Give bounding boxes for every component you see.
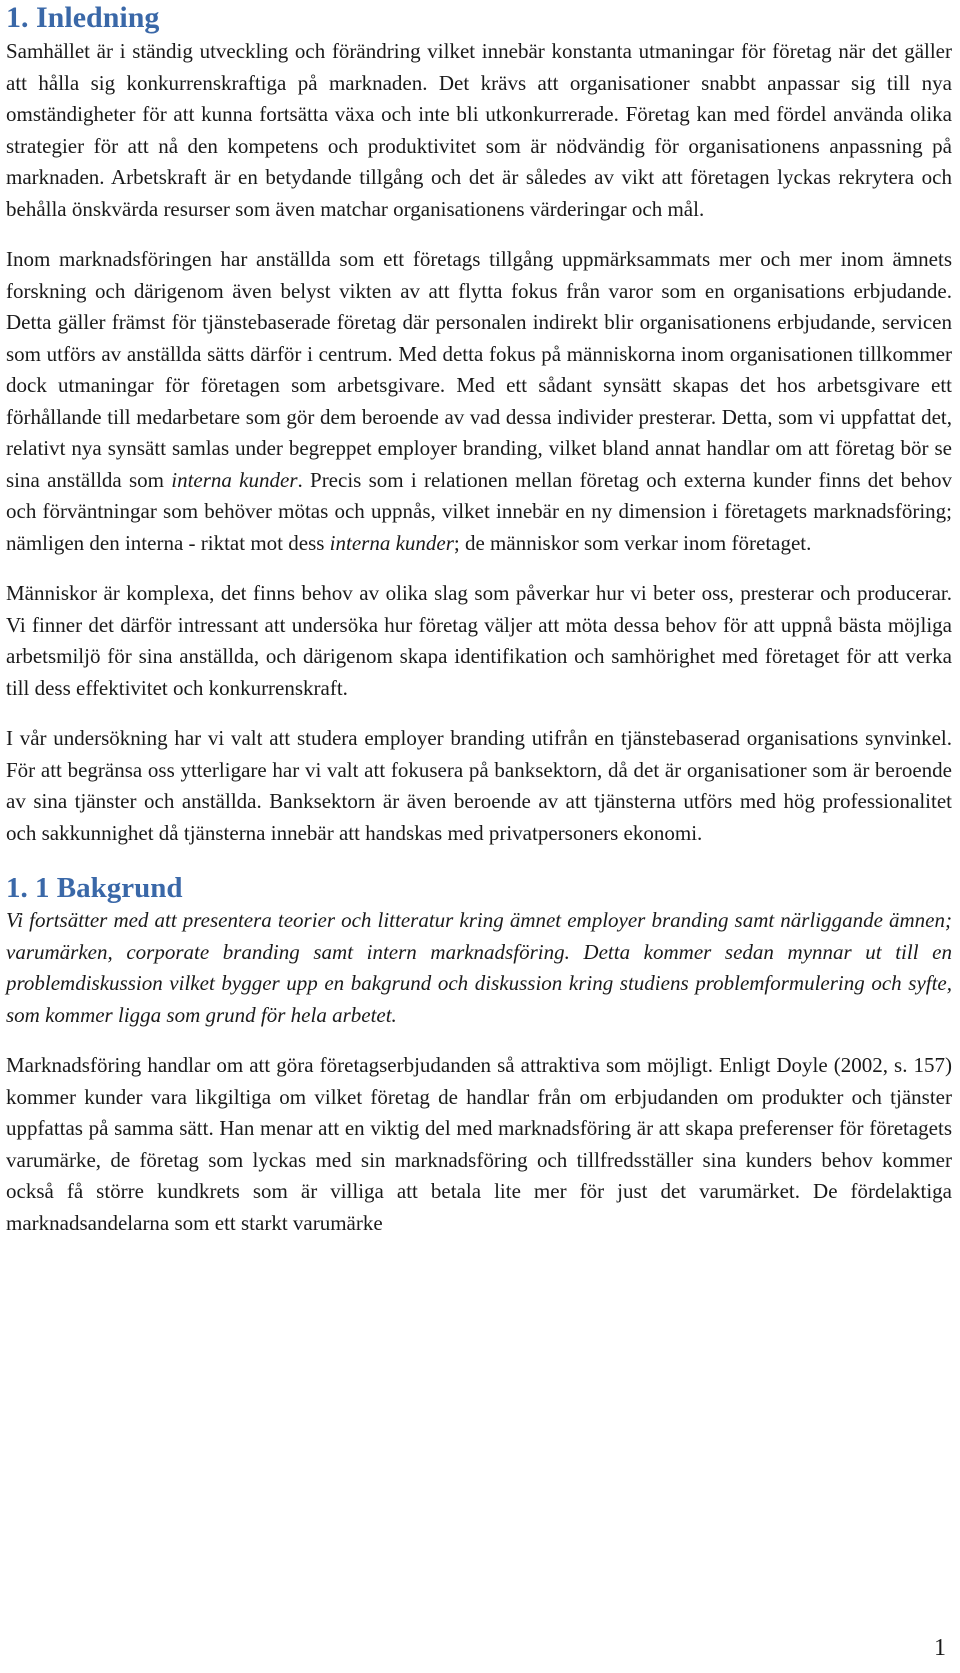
- paragraph-text: . Precis som i relationen mellan företag och externa kunder finns det behov och förväntningar som behöver mötas och uppnås, vilket innebär en ny dimension i företagets marknadsföring; nämligen den interna - riktat mot dess: [6, 467, 952, 555]
- background-paragraph: Marknadsföring handlar om att göra företagserbjudanden så attraktiva som möjligt. Enligt Doyle (2002, s. 157) kommer kunder vara likgiltiga om vilket företag de handlar från om erbjudanden om produkter och tjänster uppfattas på samma sätt. Han menar att en viktig del med marknadsföring är att skapa preferenser för företagets varumärke, de företag som lyckas med sin marknadsföring och tillfredsställer sina kunders behov kommer också få större kundkrets som är villiga att betala lite mer för just det varumärket. De fördelaktiga marknadsandelarna som ett starkt varumärke: [6, 1053, 952, 1235]
- intro-paragraph-3: Människor är komplexa, det finns behov av olika slag som påverkar hur vi beter oss, presterar och producerar. Vi finner det därför intressant att undersöka hur företag väljer att möta dessa behov för att uppnå bästa möjliga arbetsmiljö för sina anställda, och därigenom skapa identifikation och samhörighet med företaget för att verka till dess effektivitet och konkurrenskraft.: [6, 581, 952, 700]
- document-page: [6, 0, 952, 1239]
- paragraph-text: Inom marknadsföringen har anställda som ett företags tillgång uppmärksammats mer och mer inom ämnets forskning och därigenom även belyst vikten av att flytta fokus från varor som en organisations erbjudande. Detta gäller främst för tjänstebaserade företag där personalen indirekt blir organisationens erbjudande, servicen som utförs av anställda sätts därför i centrum. Med detta fokus på människorna inom organisationen tillkommer dock utmaningar för företagen som arbetsgivare. Med ett sådant synsätt skapas det hos arbetsgivare ett förhållande till medarbetare som gör dem beroende av vad dessa individer presterar. Detta, som vi uppfattat det, relativt nya synsätt samlas under begreppet employer branding, vilket bland annat handlar om att företag bör se sina anställda som: [6, 247, 952, 492]
- emphasis-term: interna kunder: [329, 530, 454, 555]
- section-heading: 1. Inledning: [6, 1, 160, 34]
- subsection-lead-paragraph: Vi fortsätter med att presentera teorier och litteratur kring ämnet employer branding samt närliggande ämnen; varumärken, corporate branding samt intern marknadsföring. Detta kommer sedan mynnar ut till en problemdiskussion vilket bygger upp en bakgrund och diskussion kring studiens problemformulering och syfte, som kommer ligga som grund för hela arbetet.: [6, 908, 952, 1027]
- subsection-heading: 1. 1 Bakgrund: [6, 872, 183, 904]
- intro-paragraph-2: [6, 244, 952, 559]
- paragraph-text: ; de människor som verkar inom företaget.: [453, 530, 812, 555]
- intro-paragraph-1: Samhället är i ständig utveckling och förändring vilket innebär konstanta utmaningar för företag när det gäller att hålla sig konkurrenskraftiga på marknaden. Det krävs att organisationer snabbt anpassar sig till nya omständigheter för att kunna fortsätta växa och inte bli utkonkurrerade. Företag kan med fördel använda olika strategier för att nå den kompetens och produktivitet som är nödvändig för organisationens anpassning på marknaden. Arbetskraft är en betydande tillgång och det är således av vikt att företagen lyckas rekrytera och behålla önskvärda resurser som även matchar organisationens värderingar och mål.: [6, 39, 952, 221]
- emphasis-term: interna kunder: [171, 467, 298, 492]
- intro-paragraph-4: I vår undersökning har vi valt att studera employer branding utifrån en tjänstebaserad organisations synvinkel. För att begränsa oss ytterligare har vi valt att fokusera på banksektorn, då det är organisationer som är beroende av sina tjänster och anställda. Banksektorn är även beroende av att tjänsterna utförs med hög professionalitet och sakkunnighet då tjänsterna innebär att handskas med privatpersoners ekonomi.: [6, 726, 952, 845]
- page-number: 1: [934, 1635, 946, 1661]
